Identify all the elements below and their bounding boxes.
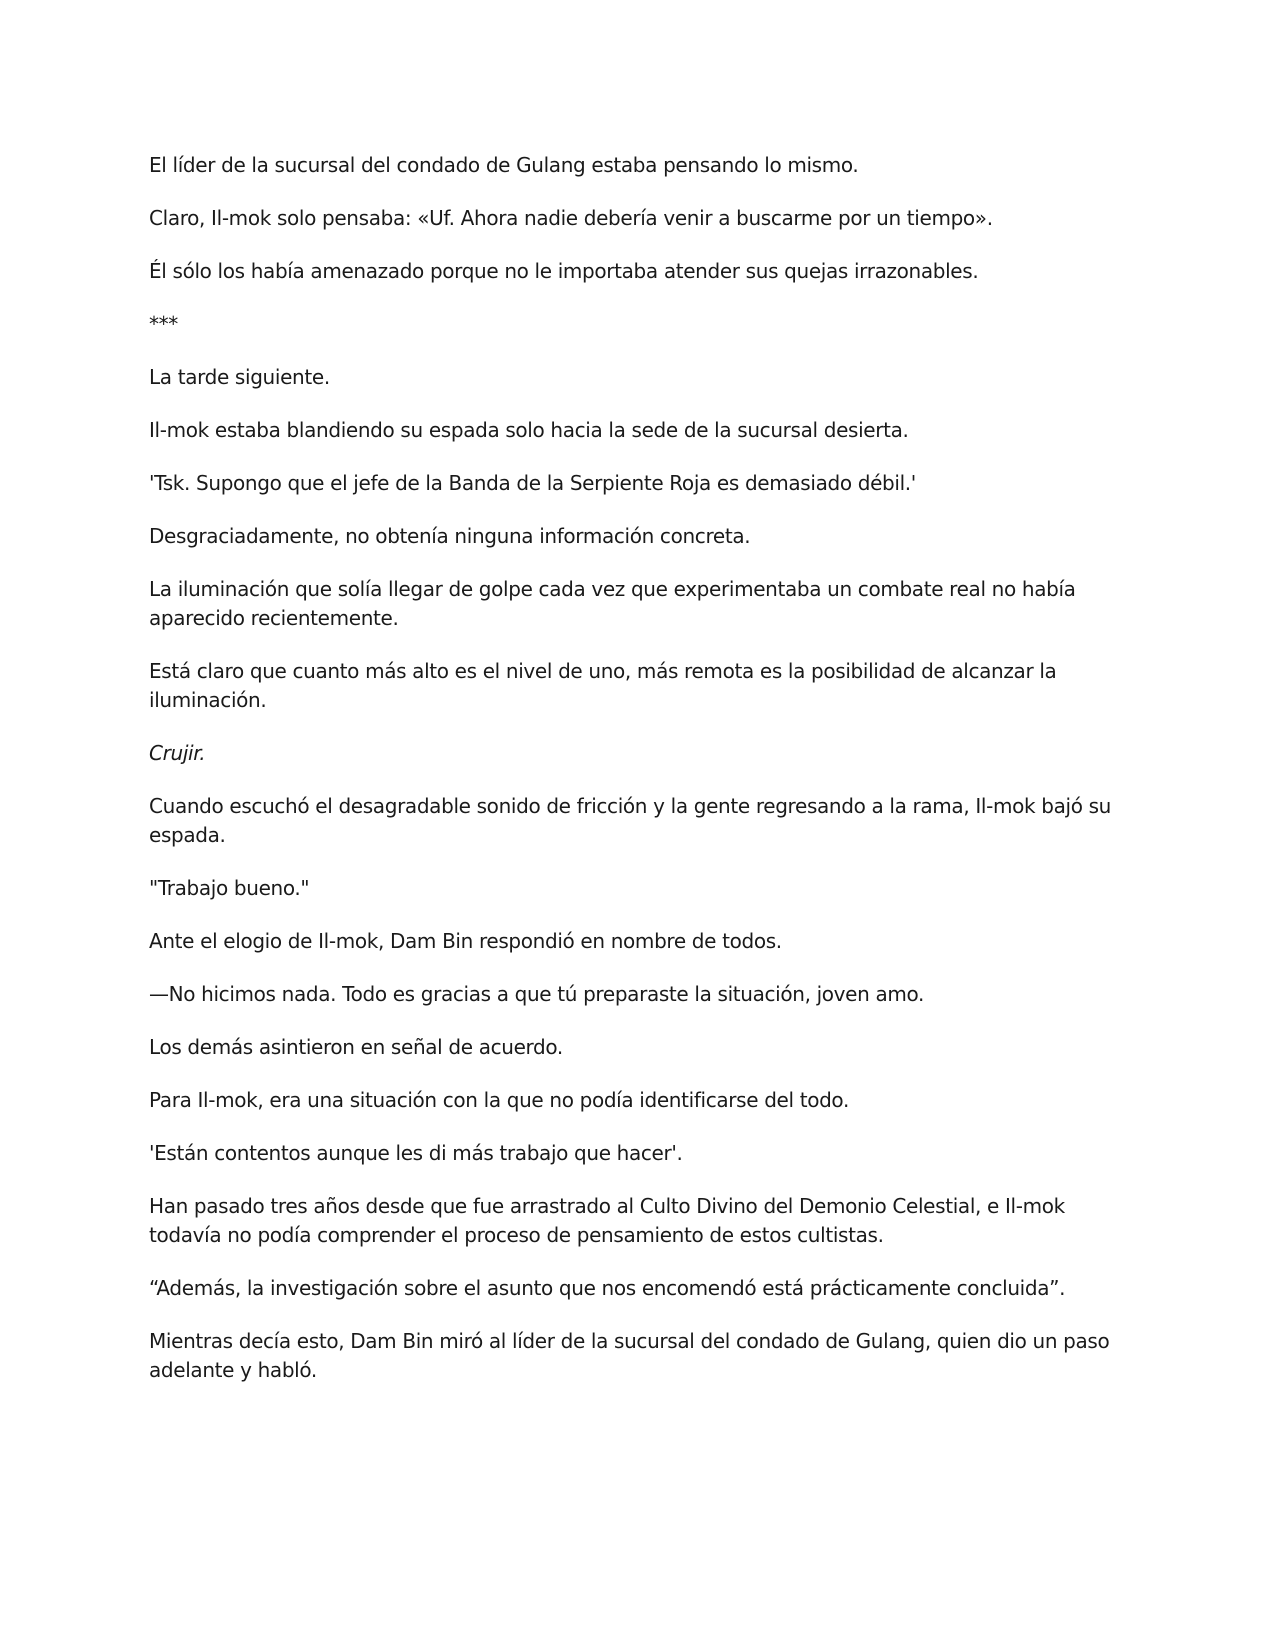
dialogue-paragraph: “Además, la investigación sobre el asunto que nos encomendó está prácticamente concluida”. <box>149 1276 1066 1300</box>
sound-effect-paragraph: Crujir. <box>149 741 206 765</box>
paragraph: Ante el elogio de Il-mok, Dam Bin respondió en nombre de todos. <box>149 929 782 953</box>
paragraph: Los demás asintieron en señal de acuerdo. <box>149 1035 563 1059</box>
paragraph: Cuando escuchó el desagradable sonido de fricción y la gente regresando a la rama, Il-mok bajó su espada. <box>149 794 1111 847</box>
paragraph: La tarde siguiente. <box>149 365 330 389</box>
paragraph: Desgraciadamente, no obtenía ninguna información concreta. <box>149 524 751 548</box>
dialogue-paragraph: "Trabajo bueno." <box>149 876 310 900</box>
scene-break: *** <box>149 312 178 336</box>
paragraph: 'Tsk. Supongo que el jefe de la Banda de la Serpiente Roja es demasiado débil.' <box>149 471 916 495</box>
paragraph: Para Il-mok, era una situación con la que no podía identificarse del todo. <box>149 1088 849 1112</box>
paragraph: Él sólo los había amenazado porque no le importaba atender sus quejas irrazonables. <box>149 259 979 283</box>
dialogue-paragraph: —No hicimos nada. Todo es gracias a que tú preparaste la situación, joven amo. <box>149 982 925 1006</box>
paragraph: Il-mok estaba blandiendo su espada solo hacia la sede de la sucursal desierta. <box>149 418 909 442</box>
paragraph: El líder de la sucursal del condado de Gulang estaba pensando lo mismo. <box>149 153 859 177</box>
thought-paragraph: 'Están contentos aunque les di más trabajo que hacer'. <box>149 1141 683 1165</box>
paragraph: Han pasado tres años desde que fue arrastrado al Culto Divino del Demonio Celestial, e Il-mok todavía no podía comprender el proceso de pensamiento de estos cultistas. <box>149 1194 1065 1247</box>
paragraph: La iluminación que solía llegar de golpe cada vez que experimentaba un combate real no había aparecido recientemente. <box>149 577 1076 630</box>
paragraph: Mientras decía esto, Dam Bin miró al líder de la sucursal del condado de Gulang, quien dio un paso adelante y habló. <box>149 1329 1110 1382</box>
paragraph: Está claro que cuanto más alto es el nivel de uno, más remota es la posibilidad de alcanzar la iluminación. <box>149 659 1057 712</box>
paragraph: Claro, Il-mok solo pensaba: «Uf. Ahora nadie debería venir a buscarme por un tiempo». <box>149 206 993 230</box>
document-body <box>149 151 1119 1409</box>
